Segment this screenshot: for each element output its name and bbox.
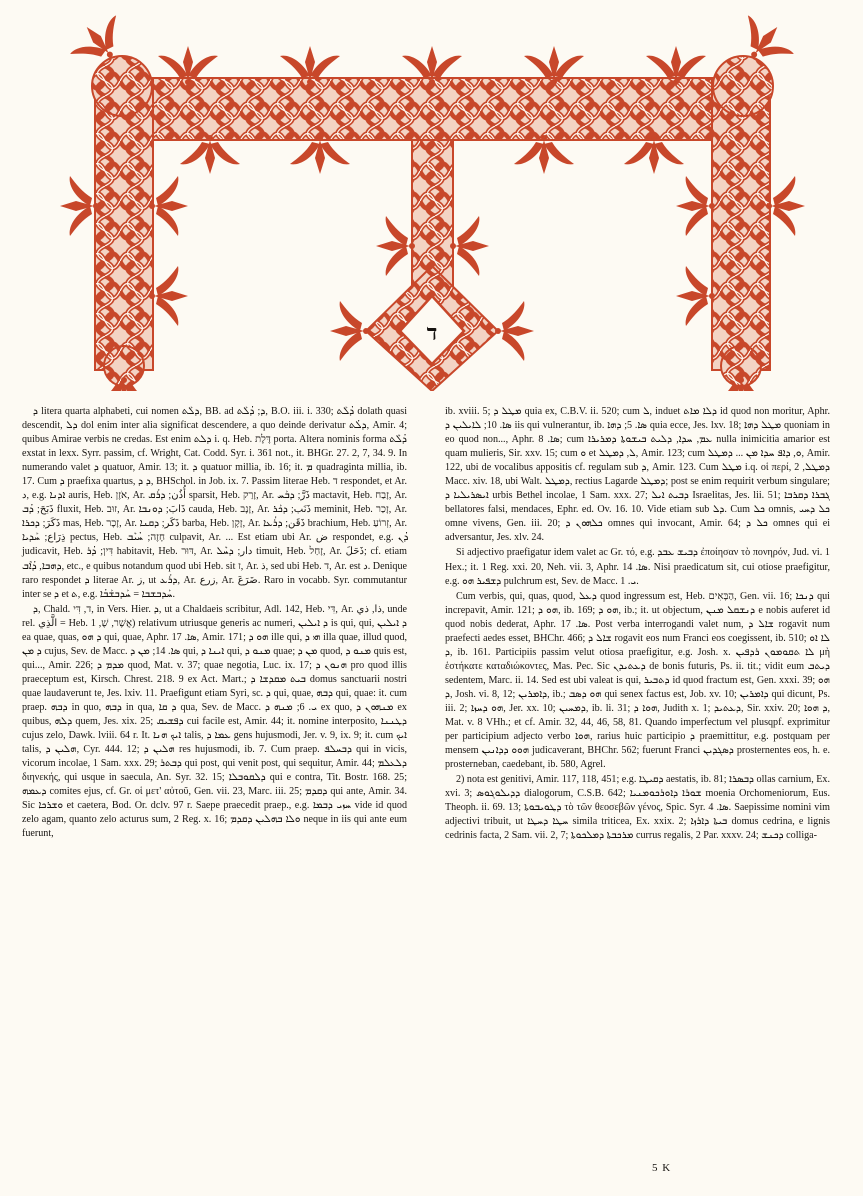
left-text-column — [22, 405, 407, 841]
signature-mark: 5 K — [652, 1162, 672, 1174]
entry-adjective-usage: Si adjectivo praefigatur idem valet ac Gr. τό, e.g. ܕܒܝܫ ܥܒܕ ἐποίησαν τὸ πονηρόν, Jud. vi. 1 Hex.; it. 1 Reg. xxi. 20, Neh. vii. 3, Aphr. ܣܐ. 14. Nisi praedicatum sit, cui otiose praefigitur, e.g. ܕܫܦܝܪ ܗܘ pulchrum est, Sev. de Macc. ܝ. 1. — [445, 547, 830, 587]
ornament-letter: ד — [426, 320, 438, 346]
entry-verb-usage: Cum verbis, qui, quas, quod, ܕܥܠ quod ingressum est, Heb. הַבָּאִים, Gen. vii. 16; ܕܢܟܐ qui increpavit, Amir. 121; ܗܘ ܕ, ib. 169; ܗܘ ܕ, ib.; it. ut objectum, ܕܢܫܩܠ ܡܢܢ e nobis auferet id quod nobis dederat, Aphr. ܣܐ. 17. Post verba interrogandi valet num, ܫܐܠ ܕ rogavit num praefecti aedes esset, BHChr. 466; ܫܐܠ ܕ rogavit eos num Franci eos coegissent, ib. 510; ܠܐ ܐܘ ܕ, ib. 161. Participiis passim velut otiosa praefigitur, e.g. Josh. x. ܠܐ ܬܩܘܡܘܢ ܪܕܦܝܢ μὴ ἑστήκατε καταδιώκοντες, Mas. Pec. Sic ܕܥܬܝܕܢ de bonis futuris, Ps. ii. tit.; vidit eum ܕܝܬܒ sedentem, Marc. ii. 14. Sed est ubi valeat is qui, ܕܬܒܝܪ id quod fractum est, Gen. xxxi. 39; ܗܘ ܕ, Josh. vi. 8, 12; ܕܐܡܪܝܢ, ib.; ܗܘ ܕܣܒ qui senex factus est, Job. xv. 10; ܕܐܡܪܝܢ qui dicunt, Ps. iii. 2; ܗܘ ܕܚܙܐ, Jer. xx. 10; ܕܡܚܝܢ, ib. li. 31; ܗܘܐ ܕ, Judith x. 1; ܕܥܬܝܕ, Sir. xxiv. 20; ܕ ܗܘܐ, Mat. v. 8 VHh.; et cf. Amir. 32, 44, 46, 58, 81. Quando imperfectum vel plusqpf. exprimitur per participium adjecto verbo ܗܘܐ, rarius huic participio ܕ praemittitur, e.g. postquam per mensem ܗܘܘ ܕܕܐܢܝܢ judicaverant, BHChr. 562; fuerunt Franci ܕܣܓܕܝܢ prosternentes eos, h. e. prosterneban, caedebant, ib. 580, Agrel. — [445, 590, 831, 771]
right-text-column — [445, 405, 830, 843]
knotwork-band-svg — [60, 6, 805, 391]
entry-genitive-usage: 2) nota est genitivi, Amir. 117, 118, 451; e.g. ܕܩܝܛܐ aestatis, ib. 81; ܕܒܣܪܐ ollas carnium, Ex. xvi. 3; ܕܕܝܠܘܓܘܣ dialogorum, C.S.B. 642; ܫܘܪܐ ܕܐܘܪܟܘܡܢܝܐ moenia Orchomeniorum, Eus. Theoph. ii. 69. 13; ܕܛܘܝܒܘܬܐ τὸ τῶν θεοσεβῶν γένος, Spic. Syr. ܣܐ. 4. Saepissime nomini vim adjectivi tribuit, ut ܚܛܐ ܕܚܛܐ simila triticea, Ex. xxix. 2; ܒܝܬܐ ܕܐܪܙܐ domus cedrina, e lignis cedrinis facta, 2 Sam. vii. 2, 7; ܡܪܟܒܬܐ ܕܡܠܟܘܬܐ currus regalis, 2 Par. xxxv. 24; ܕܟܢܫ colliga- — [445, 774, 831, 842]
interlace-ornament-header — [60, 6, 805, 391]
entry-dalath-relative: ܕ, Chald. ד, דִּי, in Vers. Hier. ܕ, ut a Chaldaeis scribitur, Adl. 142, Heb. דִּי, Ar. ذا, ذي, unde rel. الَّذِي = Heb. אֲשֶׁר, שֶׁ, 1) relativum utriusque generis ac numeri, ܕ ܐܝܠܝܢ is qui, qui, ܕ ܐܝܠܝܢ ea quae, quas, ܕ ܗܘ qui, quae, Aphr. ܣܐ. 17, Amir. 171; ܗܘ ܕ ille qui, ܗܝ ܕ illa quae, illud quod, ܕ ܡܢ cujus, Sev. de Macc. ܣܐ. 14; ܡܢ ܕ qui, ܐܝܢܐ ܕ qui, ܡܢܘ ܕ quae; ܡܢ ܕ quod, ܡܢܘ ܕ quis est, qui..., Amir. 226; ܡܕܡ ܕ quod, Mat. v. 37; quae negotia, Luc. ix. 17; ܗܢܘܢ ܕ pro quod illis praeceptum est, Kirsch. Chrest. 218. 9 ex Act. Mart.; ܒܝܬ ܡܩܕܫܐ ܕ domus sanctuarii nostri quae laudaverunt te, Jes. lxiv. 11. Praefigunt etiam Syri, sc. ܕ qui, quae, ܕܒܗ qui, quae: it. cum praep. ܕܒܗ in quo, ܕܒܗ in qua, ܕ ܩܐ qua, Sev. de Macc. ܝ. 6; ܡܢܗ ܕ ex quo, ܡܢܗܘܢ ܕ ex quibus, ܕܠܗ quem, Jes. xix. 25; ܕܦܫܝܩ cui facile est, Amir. 44; it. nomine interposito, ܕܛܢܢܐ cujus zelo, Dawk. lviii. 64 r. It. ܐܝܟ ܗܢܐ talis, ܥܡܐ ܕ gens hujusmodi, Jer. v. 9, ix. 9; it. cum ܐܝܟ talis, ܗܠܝܢ ܕ, Cyr. 444. 12; ܗܠܝܢ ܕ res hujusmodi, ib. 7. Cum praep. ܕܒܚܠܦ qui in vicis, vicorum incolae, 1 Sam. xxx. 29; ܕܒܬܪ qui post, qui venit post, qui sequitur, Amir. 44; ܕܠܥܠܡ διηνεκής, qui usque in saecula, An. Syr. 32. 15; ܕܠܩܘܒܠܐ qui e contra, Tit. Bostr. 168. 25; ܕܥܡܗ comites ejus, cf. Gr. οἱ μετ' αὐτοῦ, Gen. vii. 23, Marc. iii. 25; ܕܩܕܡ qui ante, Amir. 34. Sic ܘܫܪܟܐ et caetera, Bod. Or. dclv. 97 r. Saepe praecedit praep., e.g. ܚܙܝ ܕܒܡܐ vide id quod zelo agam, quanto zelo acturus sum, 2 Reg. x. 16; ܘܠܐ ܒܗܠܝܢ ܕܩܕܡ neque in iis qui ante eum fuerunt, — [22, 603, 408, 840]
entry-continued: ib. xviii. 5; ܡܛܠ ܕ quia ex, C.B.V. ii. 520; cum ܠ, induet ܕܠܐ ܡܐܬ id quod non moritur, Aphr. ܣܐ. 10; ܠܐܝܠܝܢ ܕ iis qui vulnerantur, ib. ܣܐ. 5; ܕܗܐ quia ecce, Jes. lxv. 18; ܡܛܠ ܕܗܐ quoniam in eo quod non..., Aphr. ܣܐ. 8; cum ܥܡ, ܚܕܐ, ܕܠܝܬ ܒܝܫܘܬܐ ܕܡܪܝܪܐ nulla inimicitia amarior est quam mulieris, Sir. xxv. 15; cum ܘ et ܠ, ܕܡܛܠ, Amir. 123; cum ܘ, ܕܐܦ ܚܕܐ ܡܢ ... ܕܡܛܠ, Amir. 122, ubi de vocalibus appositis cf. regulam sub ܕ, Amir. 123. Cum ܡܛܠ i.q. οἱ περί, ܕܡܛܠ, 2 Macc. xiv. 18, ubi Walt. ܕܡܛܠ, rectius Lagarde ܕܡܛܠ; post se enim requirit verbum singulare; ܐܝܣܪܝܠܝܐ ܕ urbis Bethel incolae, 1 Sam. xxx. 27; ܕܒܝܬ ܐܝܠ Israelitas, Jes. lii. 51; ܓܒܪܐ ܕܩܪܒܐ bellatores falsi, mendaces, Ephr. ed. Ov. 16. 10. Vide etiam sub ܕܠ. Cum ܟܠ omnis, ܟܠ ܕܚܝ omne vivens, Gen. iii. 20; ܟܠܗܘܢ ܕ omnes qui invocant, Amir. 64; ܟܠ ܕ omnes qui ei adversantur, Jes. xlv. 24. — [445, 406, 831, 544]
entry-dalath-letter: ܕ litera quarta alphabeti, cui nomen ܕܠܰܬ, BB. ad ܕ; ܕܳܠܰܬ, B.O. iii. i. 330; ܕܳܠܰܬ dolath quasi descendit, ܕܠ dol enim inter alia significat descendere, a quo deinde derivatur ܕܠܳܬ, Amir. 4; quibus Amirae verbis ne credas. Est enim ܕܠܬ i. q. Heb. דֶּלֶת porta. Altera nominis forma ܕܳܠܶܬ exstat in lexx. Syrr. passim, cf. Wright, Cat. Codd. Syr. i. 361 not., it. BHGr. 27. 2, 7, 34. 9. In numerando valet ܕ quatuor, Amir. 13; it. ܕ quatuor millia, ib. 16; it. ܡ quadraginta millia, ib. 17. Cum ܕ praefixa quartus, ܕ ܕ, BHSchol. in Job. ix. 7. Passim literae Heb. ד respondet, et Ar. د, e.g. ܐܕܢܐ auris, Heb. אֹזֶן, Ar. أُذُن; ܕܪܰܩ sparsit, Heb. זָרַק, Ar. ذَرَّ; ܕܒܰܚ mactavit, Heb. זָבַח, Ar. ذَبَحَ; ܕܳܒ fluxit, Heb. זוּב, Ar. ذَابَ; ܕܘܢܒܐ cauda, Heb. זָנָב, Ar. ذَنَب; ܕܟܰܪ meminit, Heb. זָכַר, Ar. ذَكَرَ; ܕܟܪܐ mas, Heb. זָכָר, Ar. ذَكَر; ܕܩܢܐ barba, Heb. זָקָן, Ar. ذَقَن; ܕܪܳܥܐ brachium, Heb. זְרוֹעַ, Ar. ذِرَاع; ܚܰܕܝܐ pectus, Heb. חָזֶה; ܚܳܝܶܒ culpavit, Ar. ... Est etiam ubi Ar. ض respondet, e.g. ܕܳܢ judicavit, Heb. דִּין; ܕܳܪ habitavit, Heb. דּוּר, Ar. دار; ܕܚܶܠ timuit, Heb. זָחַל, Ar. ذَحَلَ; cf. etiam ܕܗܒܐ, ܕܳܐܶܒ, etc., e quibus notandum quod ubi Heb. sit ז, Ar. ذ, sed ubi Heb. ד, Ar. est د. Denique raro respondet ܕ literae Ar. ز, ut ܕܪܰܥ, Ar. زرع, Ar. ضَرَعَ. Raro in vocabb. Syr. commutantur inter se ܕ et ܬ, e.g. ܚܰܕܒܫܒܐ = ܚܰܕܒܫܰܒܳܐ. — [22, 406, 408, 600]
